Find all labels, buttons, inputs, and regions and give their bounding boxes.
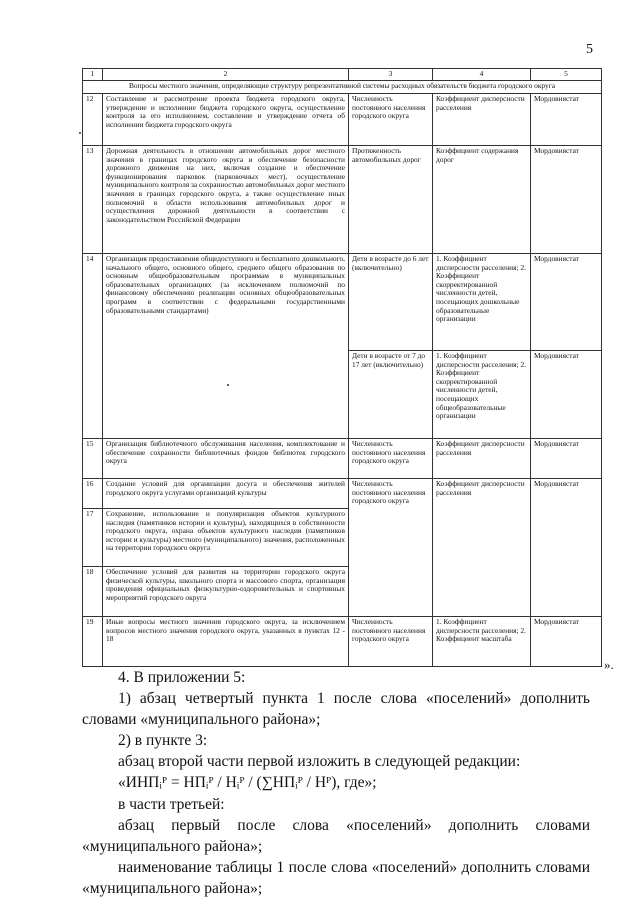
row-coefficient: 1. Коэффициент дисперсности расселения; 2. Коэффициент скорректированной численности детей, посещающих дошкольные образовательные организации	[433, 254, 531, 351]
row-criterion: Дети в возрасте от 7 до 17 лет (включительно)	[349, 351, 433, 439]
row-number: 17	[83, 509, 103, 567]
paragraph-1-line-2: словами «муниципального района»;	[82, 711, 321, 728]
column-number-1: 1	[83, 69, 103, 81]
row-issue: Сохранение, использование и популяризация объектов культурного наследия (памятников истории и культуры), находящихся в собственности городского округа, охрана объектов культурного наследия (памятников истории и культуры) местного (муниципального) значения, расположенных на территории городского округа	[103, 509, 349, 567]
table-row	[83, 439, 602, 479]
row-method: Мордовиястат	[531, 479, 602, 617]
section-title-row	[83, 81, 602, 94]
item-4-heading: 4. В приложении 5:	[118, 669, 246, 686]
table-header-row	[83, 69, 602, 81]
row-issue: Создание условий для организации досуга и обеспечения жителей городского округа услугами организаций культуры	[103, 479, 349, 509]
table-closing-quote: ».	[604, 657, 614, 672]
margin-mark	[79, 132, 81, 134]
coefficients-table	[82, 68, 602, 667]
row-issue: Организация библиотечного обслуживания населения, комплектование и обеспечение сохранности библиотечных фондов библиотек городского округа	[103, 439, 349, 479]
row-coefficient: Коэффициент дисперсности расселения	[433, 94, 531, 146]
row-method: Мордовиястат	[531, 617, 602, 667]
row-issue: Обеспечение условий для развития на территории городского округа физической культуры, школьного спорта и массового спорта, организация проведения официальных физкультурно-оздоровительных и спортивных мероприятий городского округа	[103, 567, 349, 617]
row-issue: Иные вопросы местного значения городского округа, за исключением вопросов местного значения городского округа, указанных в пунктах 12 - 18	[103, 617, 349, 667]
row-method: Мордовиястат	[531, 439, 602, 479]
row-method: Мордовиястат	[531, 351, 602, 439]
row-coefficient: Коэффициент дисперсности расселения	[433, 479, 531, 617]
row-coefficient: Коэффициент дисперсности расселения	[433, 439, 531, 479]
column-number-5: 5	[531, 69, 602, 81]
paragraph-5-line-1: абзац первый после слова «поселений» дополнить словами	[118, 817, 590, 834]
table-row	[83, 254, 602, 351]
row-coefficient: Коэффициент содержания дорог	[433, 146, 531, 254]
row-number: 16	[83, 479, 103, 509]
row-method: Мордовиястат	[531, 254, 602, 351]
scan-speck	[227, 384, 229, 386]
row-criterion: Дети в возрасте до 6 лет (включительно)	[349, 254, 433, 351]
row-issue: Организация предоставления общедоступного и бесплатного дошкольного, начального общего, основного общего, среднего общего образования по основным общеобразовательным программам в муниципальных образовательных организациях (за исключением полномочий по финансовому обеспечению реализации основных общеобразовательных программ в соответствии с федеральными государственными образовательными стандартами)	[103, 254, 349, 439]
column-number-4: 4	[433, 69, 531, 81]
paragraph-5-line-2: «муниципального района»;	[82, 838, 263, 855]
row-criterion: Численность постоянного населения городского округа	[349, 94, 433, 146]
table-row	[83, 479, 602, 509]
row-number: 19	[83, 617, 103, 667]
row-number: 13	[83, 146, 103, 254]
paragraph-6-line-1: наименование таблицы 1 после слова «поселений» дополнить словами	[118, 859, 590, 876]
row-number: 18	[83, 567, 103, 617]
table-row	[83, 146, 602, 254]
row-coefficient: 1. Коэффициент дисперсности расселения; 2. Коэффициент масштаба	[433, 617, 531, 667]
table-row	[83, 94, 602, 146]
paragraph-2: 2) в пункте 3:	[118, 732, 208, 749]
row-criterion: Численность постоянного населения городского округа	[349, 617, 433, 667]
row-method: Мордовиястат	[531, 94, 602, 146]
formula: «ИНПᵢᴾ = НПᵢᴾ / Нᵢᴾ / (∑НПᵢᴾ / Hᴾ), где»;	[118, 774, 377, 791]
row-number: 15	[83, 439, 103, 479]
page-number: 5	[586, 42, 593, 57]
section-title: Вопросы местного значения, определяющие структуру репрезентативной системы расходных обязательств бюджета городского округа	[83, 81, 602, 94]
table-row	[83, 617, 602, 667]
row-coefficient: 1. Коэффициент дисперсности расселения; 2. Коэффициент скорректированной численности детей, посещающих общеобразовательные организации	[433, 351, 531, 439]
column-number-3: 3	[349, 69, 433, 81]
row-criterion: Численность постоянного населения городского округа	[349, 479, 433, 617]
paragraph-3: абзац второй части первой изложить в следующей редакции:	[118, 753, 521, 770]
row-issue: Дорожная деятельность в отношении автомобильных дорог местного значения в границах городского округа и обеспечение безопасности дорожного движения на них, включая создание и обеспечение функционирования парковок (парковочных мест), осуществление муниципального контроля за сохранностью автомобильных дорог местного значения в границах городского округа, а также осуществление иных полномочий в области использования автомобильных дорог и осуществления дорожной деятельности в соответствии с законодательством Российской Федерации	[103, 146, 349, 254]
row-number: 14	[83, 254, 103, 439]
row-number: 12	[83, 94, 103, 146]
row-issue: Составление и рассмотрение проекта бюджета городского округа, утверждение и исполнение бюджета городского округа, осуществление контроля за его исполнением, составление и утверждение отчета об исполнении бюджета городского округа	[103, 94, 349, 146]
row-criterion: Протяженность автомобильных дорог	[349, 146, 433, 254]
paragraph-1-line-1: 1) абзац четвертый пункта 1 после слова «поселений» дополнить	[118, 690, 590, 707]
column-number-2: 2	[103, 69, 349, 81]
paragraph-4: в части третьей:	[118, 796, 225, 813]
paragraph-6-line-2: «муниципального района»;	[82, 880, 263, 897]
row-criterion: Численность постоянного населения городского округа	[349, 439, 433, 479]
row-method: Мордовиястат	[531, 146, 602, 254]
